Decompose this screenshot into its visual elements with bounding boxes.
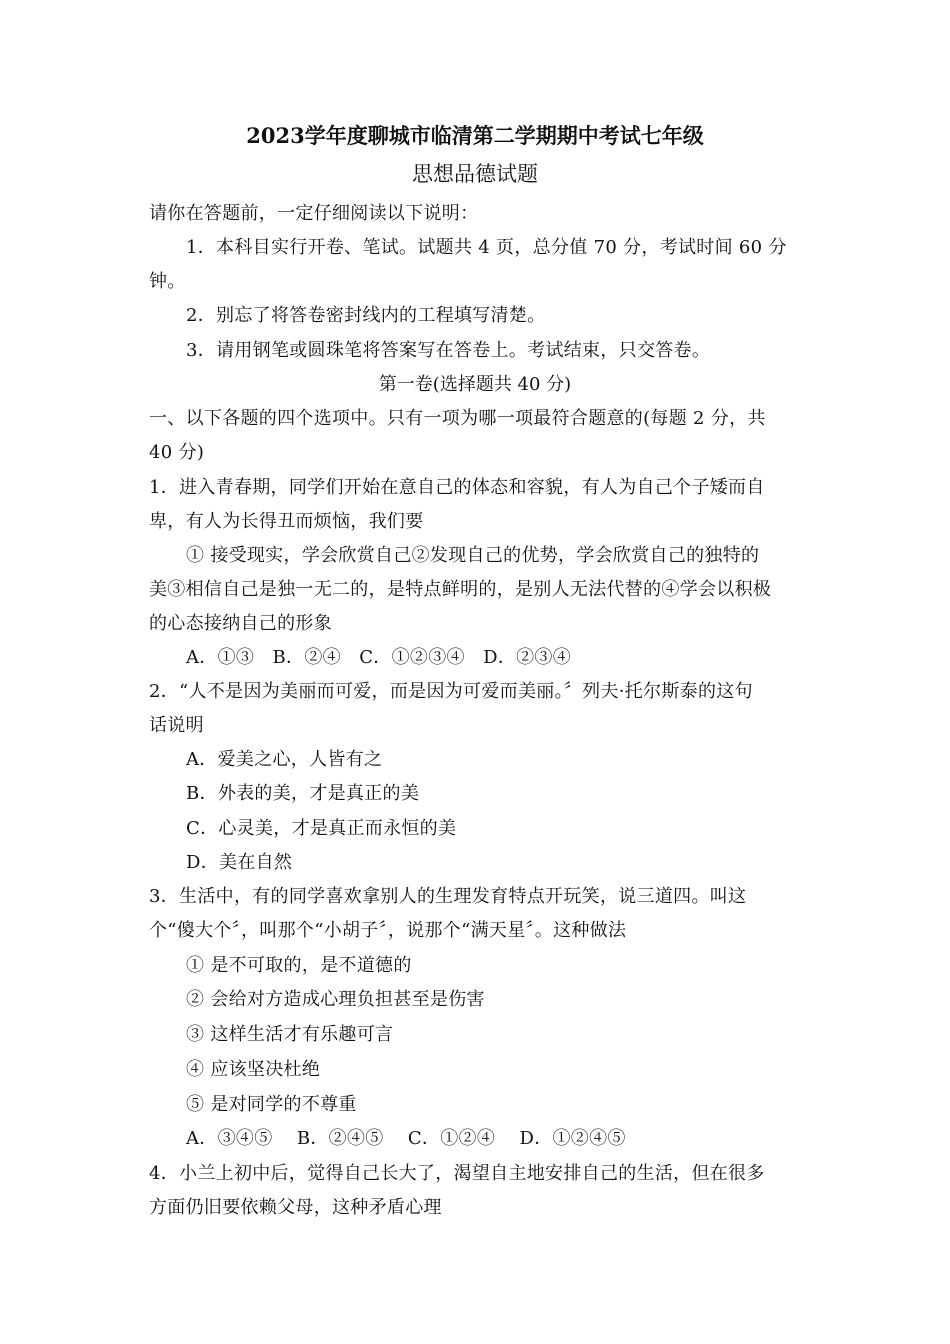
q1-statements-cont2: 的心态接纳自己的形象 (149, 613, 332, 634)
q2-option-d: D．美在自然 (186, 852, 293, 873)
q4-stem-cont: 方面仍旧要依赖父母，这种矛盾心理 (149, 1197, 442, 1218)
instruction-1-cont: 钟。 (149, 271, 186, 292)
page-title: 2023学年度聊城市临清第二学期期中考试七年级 (246, 123, 704, 148)
part1-directions-cont: 40 分) (149, 442, 205, 463)
q1-stem: 1．进入青春期，同学们开始在意自己的体态和容貌，有人为自己个子矮而自 (149, 477, 765, 498)
instructions-intro: 请你在答题前，一定仔细阅读以下说明： (149, 203, 479, 224)
q3-statement-2: ② 会给对方造成心理负担甚至是伤害 (186, 989, 485, 1010)
instruction-2: 2．别忘了将答卷密封线内的工程填写清楚。 (186, 305, 546, 326)
q2-option-a: A．爱美之心，人皆有之 (186, 749, 383, 770)
q3-stem: 3．生活中，有的同学喜欢拿别人的生理发育特点开玩笑，说三道四。叫这 (149, 886, 747, 907)
q3-statement-3: ③ 这样生活才有乐趣可言 (186, 1024, 394, 1045)
q1-statements-cont: 美③相信自己是独一无二的，是特点鲜明的，是别人无法代替的④学会以积极 (149, 579, 772, 600)
q2-stem-cont: 话说明 (149, 715, 204, 736)
q2-stem: 2．“人不是因为美丽而可爱，而是因为可爱而美丽。〞列夫·托尔斯泰的这句 (149, 681, 753, 702)
part1-directions: 一、以下各题的四个选项中。只有一项为哪一项最符合题意的(每题 2 分，共 (149, 408, 766, 429)
q1-statements: ① 接受现实，学会欣赏自己②发现自己的优势，学会欣赏自己的独特的 (186, 545, 760, 566)
q1-options: A．①③ B．②④ C．①②③④ D．②③④ (186, 647, 572, 668)
q1-stem-cont: 卑，有人为长得丑而烦恼，我们要 (149, 511, 424, 532)
q2-option-c: C．心灵美，才是真正而永恒的美 (186, 818, 457, 839)
q3-statement-4: ④ 应该坚决杜绝 (186, 1059, 321, 1080)
instruction-3: 3．请用钢笔或圆珠笔将答案写在答卷上。考试结束，只交答卷。 (186, 340, 711, 361)
page-subtitle: 思想品德试题 (412, 162, 538, 186)
q3-statement-1: ① 是不可取的，是不道德的 (186, 955, 412, 976)
part1-heading: 第一卷(选择题共 40 分) (378, 374, 572, 395)
instruction-1: 1．本科目实行开卷、笔试。试题共 4 页，总分值 70 分，考试时间 60 分 (186, 237, 787, 258)
q3-stem-cont: 个“傻大个〞，叫那个“小胡子〞，说那个“满天星〞。这种做法 (149, 920, 627, 941)
q2-option-b: B．外表的美，才是真正的美 (186, 783, 420, 804)
q3-statement-5: ⑤ 是对同学的不尊重 (186, 1094, 357, 1115)
q3-options: A．③④⑤ B．②④⑤ C．①②④ D．①②④⑤ (186, 1128, 626, 1149)
q4-stem: 4．小兰上初中后，觉得自己长大了，渴望自主地安排自己的生活，但在很多 (149, 1163, 765, 1184)
